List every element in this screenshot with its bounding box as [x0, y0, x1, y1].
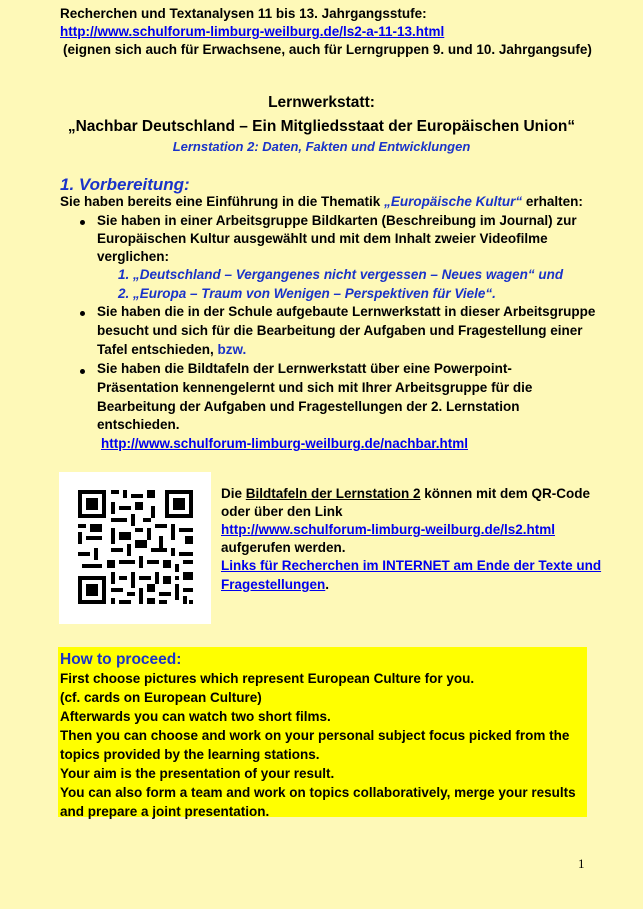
bullet2-line: besucht und sich für die Bearbeitung der Aufgaben und Fragestellung einer: [97, 323, 583, 338]
bullet3-line: entschieden.: [97, 417, 180, 432]
proceed-line: Your aim is the presentation of your result.: [60, 766, 335, 781]
section-heading: 1. Vorbereitung:: [60, 175, 190, 194]
qr-code-icon: [59, 472, 211, 624]
proceed-line: Then you can choose and work on your personal subject focus picked from the: [60, 728, 570, 743]
research-links-end: Fragestellungen.: [221, 577, 330, 592]
bullet1-line: verglichen:: [97, 249, 170, 264]
bullet1-line: Sie haben in einer Arbeitsgruppe Bildkarten (Beschreibung im Journal) zur: [97, 213, 577, 228]
bullet1-line: Europäischen Kultur ausgewählt und mit dem Inhalt zweier Videofilme: [97, 231, 548, 246]
bullet-3: [80, 369, 85, 374]
proceed-line: You can also form a team and work on topics collaboratively, merge your results: [60, 785, 576, 800]
proceed-heading: How to proceed:: [60, 651, 182, 668]
research-links[interactable]: Fragestellungen: [221, 577, 326, 592]
ls2-link[interactable]: http://www.schulforum-limburg-weilburg.de/ls2.html: [221, 522, 555, 537]
title-line2: „Nachbar Deutschland – Ein Mitgliedsstaat der Europäischen Union“: [67, 118, 576, 135]
bullet-1: [80, 220, 85, 225]
qr-text-line: oder über den Link: [221, 504, 343, 519]
proceed-line: and prepare a joint presentation.: [60, 804, 270, 819]
research-links[interactable]: Links für Recherchen im INTERNET am Ende der Texte und: [221, 558, 602, 573]
proceed-line: topics provided by the learning stations.: [60, 747, 320, 762]
film-1: 1. „Deutschland – Vergangenes nicht vergessen – Neues wagen“ und: [118, 267, 564, 282]
qr-text-line: Die Bildtafeln der Lernstation 2 können mit dem QR-Code: [221, 486, 591, 501]
header-note: (eignen sich auch für Erwachsene, auch für Lerngruppen 9. und 10. Jahrgangsufe): [63, 42, 592, 57]
proceed-line: First choose pictures which represent European Culture for you.: [60, 671, 475, 686]
bullet3-line: Präsentation kennengelernt und sich mit Ihrer Arbeitsgruppe für die: [97, 380, 533, 395]
qr-code-panel[interactable]: [59, 472, 211, 624]
section-intro: Sie haben bereits eine Einführung in die Thematik „Europäische Kultur“ erhalten:: [60, 194, 583, 209]
bullet2-line: Tafel entschieden, bzw.: [97, 342, 247, 357]
proceed-line: Afterwards you can watch two short films.: [60, 709, 331, 724]
bullet-2: [80, 311, 85, 316]
subtitle: Lernstation 2: Daten, Fakten und Entwicklungen: [172, 139, 471, 154]
nachbar-link[interactable]: http://www.schulforum-limburg-weilburg.de/nachbar.html: [101, 436, 469, 451]
bullet3-line: Sie haben die Bildtafeln der Lernwerkstatt über eine Powerpoint-: [97, 361, 512, 376]
header-line: Recherchen und Textanalysen 11 bis 13. Jahrgangsstufe:: [60, 6, 427, 21]
bullet2-line: Sie haben die in der Schule aufgebaute Lernwerkstatt in dieser Arbeitsgruppe: [97, 304, 596, 319]
title-line1: Lernwerkstatt:: [268, 94, 375, 111]
header-link[interactable]: http://www.schulforum-limburg-weilburg.de/ls2-a-11-13.html: [60, 24, 445, 39]
bullet3-line: Bearbeitung der Aufgaben und Fragestellungen der 2. Lernstation: [97, 399, 520, 414]
proceed-line: (cf. cards on European Culture): [60, 690, 262, 705]
qr-text-line: aufgerufen werden.: [221, 540, 346, 555]
film-2: 2. „Europa – Traum von Wenigen – Perspektiven für Viele“.: [118, 286, 496, 301]
page-number: 1: [578, 856, 585, 871]
